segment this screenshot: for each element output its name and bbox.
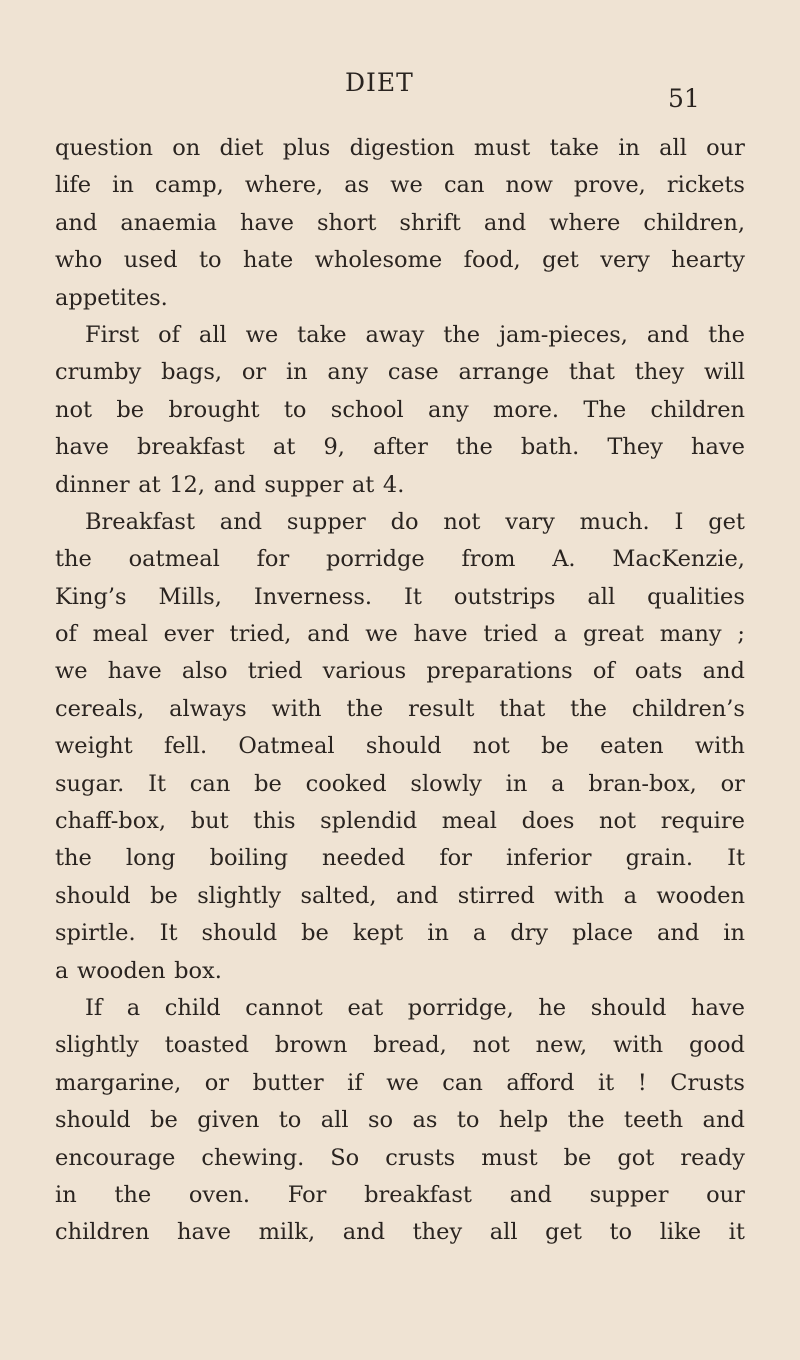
word: do [390, 508, 419, 535]
word: that [499, 695, 546, 722]
word: tried [483, 621, 539, 648]
word: a [55, 957, 69, 984]
word: also [181, 658, 228, 685]
word: a [553, 621, 568, 648]
word: get [708, 508, 745, 535]
word: in [112, 172, 134, 199]
word: and [646, 321, 690, 348]
word: or [241, 359, 267, 386]
word: children [650, 396, 745, 423]
word: to [278, 1107, 302, 1134]
word: in [505, 770, 528, 797]
word: If [85, 994, 103, 1021]
word: bran-box, [588, 770, 697, 797]
word: stirred [457, 882, 535, 909]
word: breakfast [364, 1181, 472, 1208]
word: So [330, 1144, 360, 1171]
word: supper [589, 1181, 669, 1208]
word: Oatmeal [238, 733, 335, 760]
word: all [587, 583, 616, 610]
word: and [395, 882, 439, 909]
word: It [159, 920, 178, 947]
word: have [107, 658, 162, 685]
word: not [472, 1032, 510, 1059]
word: we [365, 621, 398, 648]
word: toasted [164, 1032, 250, 1059]
word: result [408, 695, 475, 722]
word: of [158, 321, 180, 348]
word: must [481, 1144, 538, 1171]
word: and [483, 209, 527, 236]
word: salted, [300, 882, 377, 909]
word: porridge, [407, 994, 514, 1021]
word: as [344, 172, 370, 199]
word: butter [252, 1069, 324, 1096]
word: and [509, 1181, 552, 1208]
word: get [542, 247, 579, 274]
word: ! [637, 1069, 647, 1096]
word: wooden [656, 882, 745, 909]
word: various [322, 658, 407, 685]
word: Inverness. [253, 583, 373, 610]
word: any [428, 396, 469, 423]
word: with [613, 1032, 664, 1059]
word: must [473, 135, 531, 161]
word: sugar. [55, 770, 125, 797]
word: at [272, 434, 296, 461]
text-line [55, 130, 745, 167]
word: all [659, 135, 687, 161]
text-line [55, 242, 745, 279]
word: should [55, 1107, 131, 1134]
word: short [316, 209, 377, 236]
word: much. [579, 508, 650, 535]
word: cannot [245, 994, 323, 1021]
word: take [549, 135, 599, 161]
word: after [372, 434, 428, 461]
word: he [538, 994, 567, 1021]
word: brown [274, 1032, 348, 1059]
word: many [659, 621, 722, 648]
text-line [55, 354, 745, 391]
word: crumby [55, 359, 142, 386]
word: food, [463, 247, 521, 274]
word: school [330, 396, 404, 423]
word: anaemia [120, 209, 217, 236]
word: 9, [323, 434, 345, 461]
word: they [634, 359, 685, 386]
word: not [472, 733, 510, 760]
word: can [189, 770, 231, 797]
word: children’s [631, 695, 745, 722]
word: not [599, 808, 637, 835]
word: with [554, 882, 605, 909]
word: that [568, 359, 615, 386]
word: 4. [382, 471, 405, 498]
word: we [245, 321, 279, 348]
text-line [55, 504, 745, 541]
word: slightly [55, 1032, 139, 1059]
word: bath. [520, 434, 580, 461]
word: the [567, 1107, 605, 1134]
word: we [390, 172, 423, 199]
word: they [412, 1219, 463, 1246]
text-line [55, 541, 745, 578]
word: have [240, 209, 294, 236]
word: vary [505, 508, 555, 535]
word: boiling [209, 845, 288, 872]
text-line [55, 467, 745, 504]
word: Breakfast [85, 508, 195, 535]
word: in [285, 359, 308, 386]
word: place [572, 920, 634, 947]
word: plus [282, 135, 331, 161]
word: as [412, 1107, 438, 1134]
word: and [307, 621, 350, 648]
word: splendid [320, 808, 418, 835]
word: qualities [647, 583, 745, 610]
word: our [706, 1181, 745, 1208]
word: a [623, 882, 637, 909]
word: jam-pieces, [499, 321, 628, 348]
word: ; [737, 621, 745, 648]
word: ready [680, 1144, 745, 1171]
word: children [55, 1219, 150, 1246]
word: all [489, 1219, 518, 1246]
word: bread, [373, 1032, 447, 1059]
word: on [172, 135, 201, 161]
word: it [728, 1219, 745, 1246]
word: teeth [623, 1107, 684, 1134]
word: if [347, 1069, 363, 1096]
word: rickets [666, 172, 745, 199]
word: box. [174, 957, 222, 984]
word: this [253, 808, 296, 835]
word: case [387, 359, 439, 386]
word: Mills, [158, 583, 222, 610]
word: hate [242, 247, 294, 274]
word: a [551, 770, 565, 797]
word: slowly [410, 770, 482, 797]
text-line [55, 953, 745, 990]
word: eat [347, 994, 384, 1021]
word: more. [492, 396, 560, 423]
word: good [689, 1032, 745, 1059]
word: encourage [55, 1144, 176, 1171]
word: we [55, 658, 88, 685]
word: all [198, 321, 227, 348]
word: outstrips [453, 583, 556, 610]
word: cooked [305, 770, 387, 797]
word: diet [219, 135, 264, 161]
word: at [351, 471, 375, 498]
text-line [55, 1140, 745, 1177]
text-line [55, 205, 745, 242]
body-text [55, 130, 745, 1252]
word: and [702, 1107, 745, 1134]
word: will [704, 359, 745, 386]
word: have [691, 434, 745, 461]
word: the [55, 546, 92, 573]
word: in [618, 135, 640, 161]
word: tried, [229, 621, 292, 648]
word: now [505, 172, 553, 199]
word: the [443, 321, 481, 348]
word: wooden [76, 957, 166, 984]
word: to [609, 1219, 633, 1246]
word: should [201, 920, 278, 947]
text-line [55, 728, 745, 765]
word: camp, [154, 172, 224, 199]
word: with [694, 733, 745, 760]
text-line [55, 167, 745, 204]
word: tried [247, 658, 303, 685]
word: margarine, [55, 1069, 182, 1096]
word: and [55, 209, 98, 236]
word: we [386, 1069, 419, 1096]
word: be [150, 882, 178, 909]
word: fell. [163, 733, 208, 760]
word: It [148, 770, 167, 797]
word: milk, [258, 1219, 316, 1246]
word: digestion [349, 135, 455, 161]
word: be [563, 1144, 592, 1171]
word: so [367, 1107, 394, 1134]
word: does [521, 808, 575, 835]
word: away [365, 321, 425, 348]
word: kept [352, 920, 404, 947]
word: For [287, 1181, 327, 1208]
text-line [55, 691, 745, 728]
word: chaff-box, [55, 808, 167, 835]
word: a [472, 920, 487, 947]
word: not [55, 396, 93, 423]
word: shrift [399, 209, 461, 236]
word: oats [634, 658, 683, 685]
word: ever [163, 621, 214, 648]
word: children, [643, 209, 745, 236]
word: take [297, 321, 347, 348]
word: preparations [426, 658, 573, 685]
text-line [55, 579, 745, 616]
word: grain. [625, 845, 694, 872]
word: wholesome [314, 247, 443, 274]
word: got [617, 1144, 655, 1171]
word: to [198, 247, 222, 274]
word: a [126, 994, 141, 1021]
word: used [123, 247, 178, 274]
word: in [55, 1181, 77, 1208]
word: have [690, 994, 745, 1021]
word: First [85, 321, 140, 348]
word: and [702, 658, 745, 685]
word: it [597, 1069, 615, 1096]
word: long [125, 845, 176, 872]
word: new, [535, 1032, 588, 1059]
word: should [365, 733, 442, 760]
word: oatmeal [128, 546, 220, 573]
word: can [443, 172, 485, 199]
text-line [55, 803, 745, 840]
word: hearty [671, 247, 745, 274]
text-line [55, 1214, 745, 1251]
word: spirtle. [55, 920, 136, 947]
word: dry [510, 920, 549, 947]
text-line [55, 1177, 745, 1214]
word: It [403, 583, 422, 610]
word: dinner [55, 471, 130, 498]
word: supper [286, 508, 366, 535]
word: from [461, 546, 516, 573]
word: for [256, 546, 290, 573]
word: King’s [55, 583, 127, 610]
word: weight [55, 733, 133, 760]
word: to [283, 396, 307, 423]
word: in [427, 920, 449, 947]
text-line [55, 392, 745, 429]
word: Crusts [670, 1069, 745, 1096]
word: the [570, 695, 607, 722]
word: with [271, 695, 322, 722]
word: crusts [385, 1144, 456, 1171]
word: question [55, 135, 154, 161]
word: and [657, 920, 700, 947]
word: and [342, 1219, 385, 1246]
word: be [541, 733, 569, 760]
text-line [55, 915, 745, 952]
text-line [55, 878, 745, 915]
word: oven. [188, 1181, 251, 1208]
text-line [55, 429, 745, 466]
text-line [55, 1065, 745, 1102]
word: be [254, 770, 282, 797]
word: the [114, 1181, 152, 1208]
word: where [549, 209, 621, 236]
word: life [55, 172, 92, 199]
word: be [150, 1107, 178, 1134]
word: of [55, 621, 77, 648]
word: who [55, 247, 103, 274]
text-line [55, 1027, 745, 1064]
word: the [346, 695, 384, 722]
text-line [55, 280, 745, 317]
word: cereals, [55, 695, 145, 722]
running-head: DIET [345, 68, 414, 97]
word: the [55, 845, 92, 872]
word: porridge [325, 546, 425, 573]
word: meal [92, 621, 148, 648]
text-line [55, 840, 745, 877]
word: given [197, 1107, 260, 1134]
word: to [456, 1107, 480, 1134]
word: of [592, 658, 615, 685]
word: but [190, 808, 229, 835]
word: chewing. [201, 1144, 305, 1171]
word: prove, [573, 172, 646, 199]
word: have [55, 434, 109, 461]
text-line [55, 990, 745, 1027]
word: slightly [197, 882, 282, 909]
word: where, [244, 172, 324, 199]
word: appetites. [55, 284, 168, 311]
word: or [204, 1069, 230, 1096]
word: always [169, 695, 247, 722]
word: be [301, 920, 329, 947]
word: the [455, 434, 493, 461]
word: inferior [505, 845, 592, 872]
word: can [442, 1069, 483, 1096]
word: should [590, 994, 667, 1021]
word: great [582, 621, 644, 648]
word: any [327, 359, 369, 386]
text-line [55, 616, 745, 653]
word: at [138, 471, 161, 498]
word: A. [552, 546, 576, 573]
word: get [545, 1219, 582, 1246]
text-line [55, 317, 745, 354]
word: our [706, 135, 745, 161]
word: breakfast [137, 434, 245, 461]
word: MacKenzie, [612, 546, 745, 573]
text-line [55, 653, 745, 690]
word: the [708, 321, 745, 348]
word: be [116, 396, 145, 423]
word: in [723, 920, 745, 947]
word: like [659, 1219, 702, 1246]
word: and [213, 471, 256, 498]
word: brought [168, 396, 260, 423]
word: afford [506, 1069, 575, 1096]
word: not [443, 508, 481, 535]
word: require [660, 808, 745, 835]
word: It [727, 845, 745, 872]
word: all [320, 1107, 349, 1134]
page-number: 51 [668, 84, 700, 113]
word: help [498, 1107, 549, 1134]
word: arrange [458, 359, 550, 386]
word: eaten [600, 733, 664, 760]
word: have [177, 1219, 231, 1246]
word: I [674, 508, 684, 535]
word: 12, [169, 471, 206, 498]
text-line [55, 1102, 745, 1139]
word: needed [322, 845, 406, 872]
word: or [720, 770, 745, 797]
word: should [55, 882, 131, 909]
word: They [607, 434, 663, 461]
word: for [439, 845, 472, 872]
word: very [600, 247, 650, 274]
word: supper [264, 471, 344, 498]
word: have [413, 621, 468, 648]
word: meal [441, 808, 497, 835]
text-line [55, 766, 745, 803]
word: and [219, 508, 263, 535]
word: child [164, 994, 221, 1021]
word: bags, [161, 359, 223, 386]
word: The [583, 396, 627, 423]
